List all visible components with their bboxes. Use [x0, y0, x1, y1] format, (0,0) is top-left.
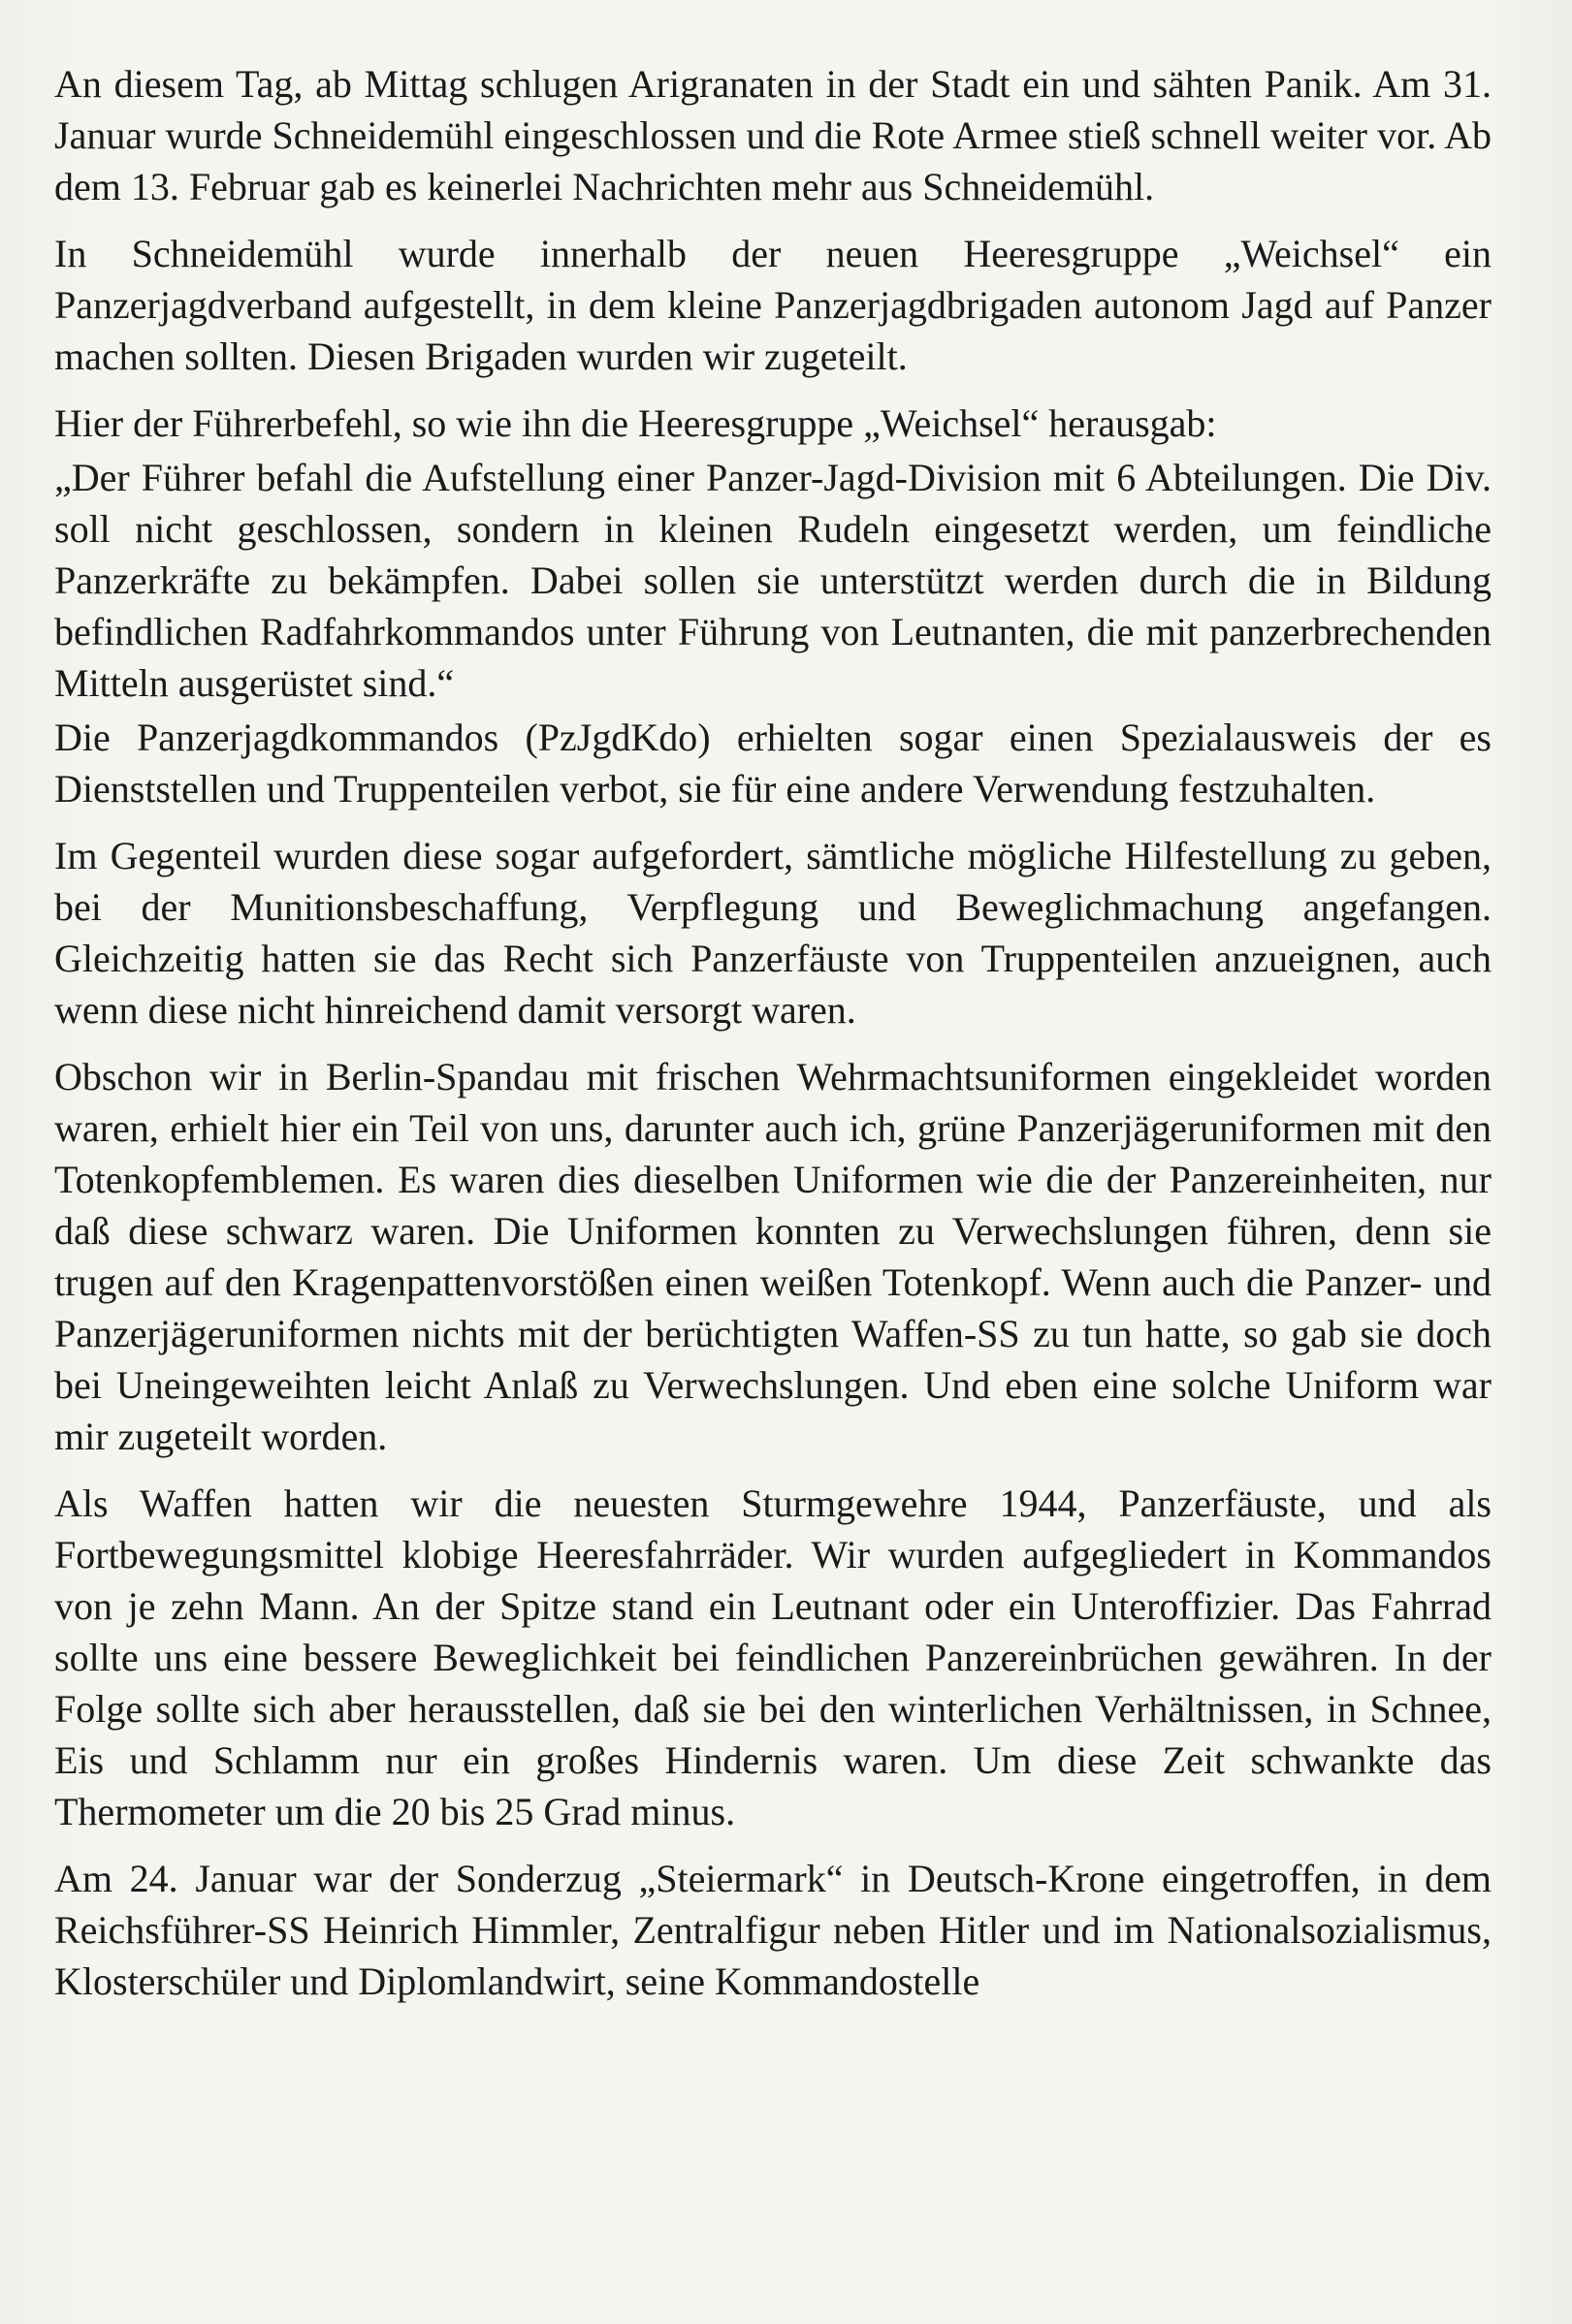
- paragraph-2: In Schneidemühl wurde innerhalb der neuen Heeresgruppe „Weichsel“ ein Panzerjagdverband aufgestellt, in dem kleine Panzerjagdbrigaden autonom Jagd auf Panzer machen sollten. Diesen Brigaden wurden wir zugeteilt.: [54, 232, 1492, 378]
- paragraph-7: Obschon wir in Berlin-Spandau mit frischen Wehrmachtsuniformen eingekleidet worden waren, erhielt hier ein Teil von uns, darunter auch ich, grüne Panzerjägeruniformen mit den Totenkopfemblemen. Es waren dies dieselben Uniformen wie die der Panzereinheiten, nur daß diese schwarz waren. Die Uniformen konnten zu Verwechslungen führen, denn sie trugen auf den Kragenpattenvorstößen einen weißen Totenkopf. Wenn auch die Panzer- und Panzerjägeruniformen nichts mit der berüchtigten Waffen-SS zu tun hatte, so gab sie doch bei Uneingeweihten leicht Anlaß zu Verwechslungen. Und eben eine solche Uniform war mir zugeteilt worden.: [54, 1055, 1492, 1458]
- body-text: [54, 58, 1492, 2022]
- paragraph-6: Im Gegenteil wurden diese sogar aufgefordert, sämtliche mögliche Hilfestellung zu geben, bei der Munitionsbeschaffung, Verpflegung und Beweglichmachung angefangen. Gleichzeitig hatten sie das Recht sich Panzerfäuste von Truppenteilen anzueignen, auch wenn diese nicht hinreichend damit versorgt waren.: [54, 834, 1492, 1032]
- paragraph-1: An diesem Tag, ab Mittag schlugen Arigranaten in der Stadt ein und sähten Panik. Am 31. Januar wurde Schneidemühl eingeschlossen und die Rote Armee stieß schnell weiter vor. Ab dem 13. Februar gab es keinerlei Nachrichten mehr aus Schneidemühl.: [54, 62, 1492, 208]
- paragraph-9: Am 24. Januar war der Sonderzug „Steiermark“ in Deutsch-Krone eingetroffen, in dem Reichsführer-SS Heinrich Himmler, Zentralfigur neben Hitler und im Nationalsozialismus, Klosterschüler und Diplomlandwirt, seine Kommandostelle: [54, 1857, 1492, 2003]
- paragraph-8: Als Waffen hatten wir die neuesten Sturmgewehre 1944, Panzerfäuste, und als Fortbewegungsmittel klobige Heeresfahrräder. Wir wurden aufgegliedert in Kommandos von je zehn Mann. An der Spitze stand ein Leutnant oder ein Unteroffizier. Das Fahrrad sollte uns eine bessere Beweglichkeit bei feindlichen Panzereinbrüchen gewähren. In der Folge sollte sich aber herausstellen, daß sie bei den winterlichen Verhältnissen, in Schnee, Eis und Schlamm nur ein großes Hindernis waren. Um diese Zeit schwankte das Thermometer um die 20 bis 25 Grad minus.: [54, 1481, 1492, 1833]
- paragraph-4-quote: „Der Führer befahl die Aufstellung einer Panzer-Jagd-Division mit 6 Abteilungen. Die Div. soll nicht geschlossen, sondern in kleinen Rudeln eingesetzt werden, um feindliche Panzerkräfte zu bekämpfen. Dabei sollen sie unterstützt werden durch die in Bildung befindlichen Radfahrkommandos unter Führung von Leutnanten, die mit panzerbrechenden Mitteln ausgerüstet sind.“: [54, 456, 1492, 705]
- paragraph-3: Hier der Führerbefehl, so wie ihn die Heeresgruppe „Weichsel“ herausgab:: [54, 401, 1217, 445]
- paragraph-5: Die Panzerjagdkommandos (PzJgdKdo) erhielten sogar einen Spezialausweis der es Dienststellen und Truppenteilen verbot, sie für eine andere Verwendung festzuhalten.: [54, 716, 1492, 811]
